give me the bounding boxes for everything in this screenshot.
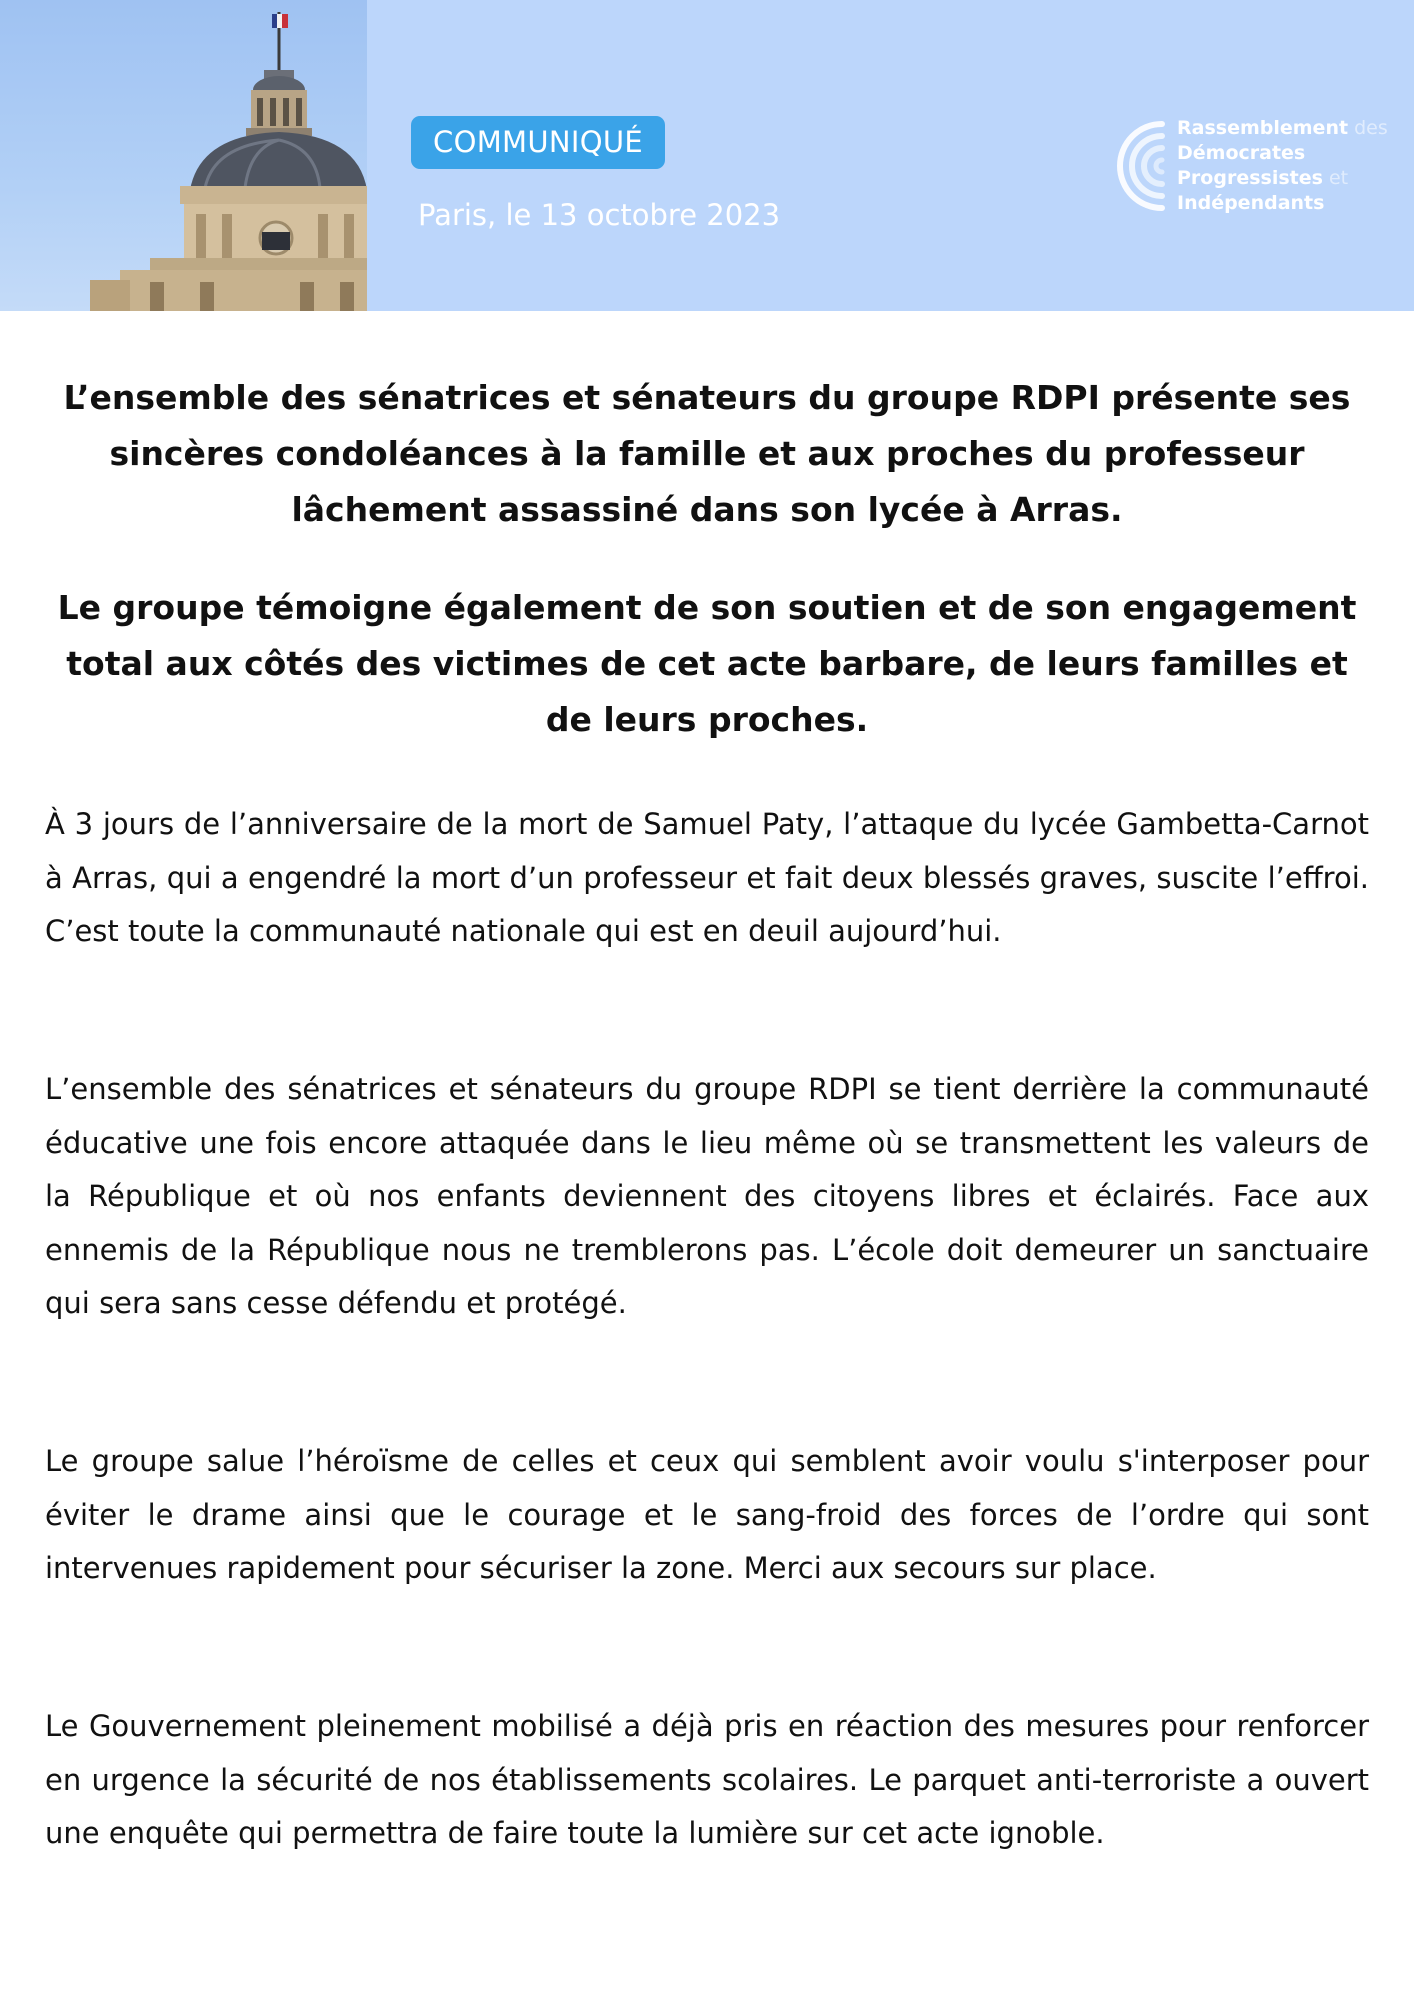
communique-badge: COMMUNIQUÉ [411,116,665,169]
rdpi-logo-text [1177,116,1388,216]
body-paragraph-1: À 3 jours de l’anniversaire de la mort de Samuel Paty, l’attaque du lycée Gambetta-Carnot à Arras, qui a engendré la mort d’un professeur et fait deux blessés graves, suscite l’effroi. C’est toute la communauté nationale qui est en deuil aujourd’hui. [45,807,1369,948]
logo-word-light: des [1354,117,1388,139]
date-line: Paris, le 13 octobre 2023 [418,198,781,232]
logo-word: Démocrates [1177,142,1306,164]
lead-paragraph-support: Le groupe témoigne également de son soutien et de son engagement total aux côtés des victimes de cet acte barbare, de leurs familles et de leurs proches. [57,588,1357,739]
body-paragraph-2: L’ensemble des sénatrices et sénateurs du groupe RDPI se tient derrière la communauté éducative une fois encore attaquée dans le lieu même où se transmettent les valeurs de la République et où nos enfants deviennent des citoyens libres et éclairés. Face aux ennemis de la République nous ne tremblerons pas. L’école doit demeurer un sanctuaire qui sera sans cesse défendu et protégé. [45,1072,1369,1320]
rdpi-logo-mark-icon [1100,116,1170,216]
logo-word: Progressistes [1177,167,1323,189]
header-banner [0,0,1414,311]
rdpi-logo [1100,112,1400,222]
lead-paragraph-condolences: L’ensemble des sénatrices et sénateurs du groupe RDPI présente ses sincères condoléances à la famille et aux proches du professeur lâchement assassiné dans son lycée à Arras. [63,378,1351,529]
body-paragraph-4: Le Gouvernement pleinement mobilisé a déjà pris en réaction des mesures pour renforcer en urgence la sécurité de nos établissements scolaires. Le parquet anti-terroriste a ouvert une enquête qui permettra de faire toute la lumière sur cet acte ignoble. [45,1709,1369,1850]
logo-word: Rassemblement [1177,117,1349,139]
logo-word-light: et [1328,167,1349,189]
body-paragraph-3: Le groupe salue l’héroïsme de celles et ceux qui semblent avoir voulu s'interposer pour éviter le drame ainsi que le courage et le sang-froid des forces de l’ordre qui sont intervenues rapidement pour sécuriser la zone. Merci aux secours sur place. [45,1444,1369,1585]
senate-dome-photo [0,0,367,311]
logo-word: Indépendants [1177,192,1325,214]
